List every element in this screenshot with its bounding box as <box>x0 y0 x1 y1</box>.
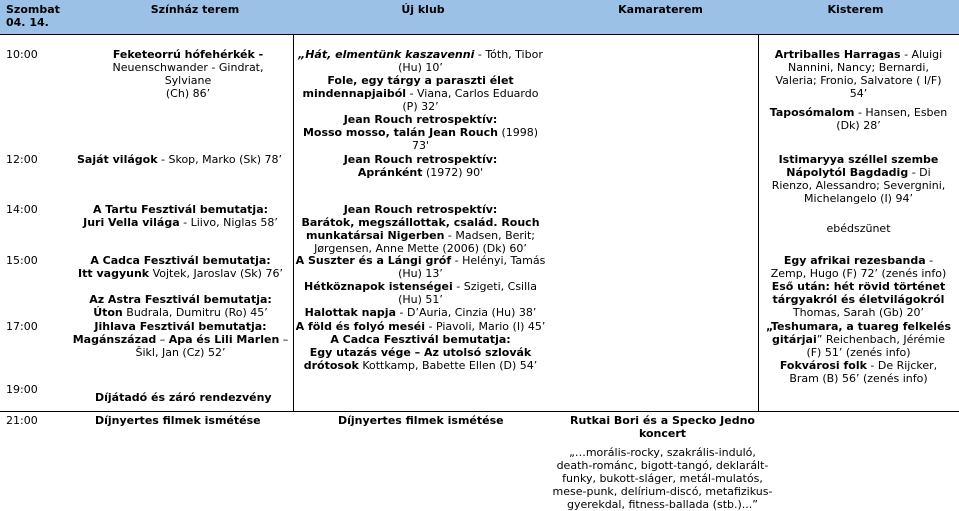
film-credit: Valeria; Fronio, Salvatore ( I/F) <box>775 74 942 87</box>
film-title: Istimaryya széllel szembe <box>778 153 939 166</box>
program-tartu <box>68 203 293 229</box>
film-credit: ” Reichenbach, Jérémie <box>816 333 945 346</box>
header-kisterem: Kisterem <box>827 3 884 16</box>
film-title: Egy utazás vége – Az utolsó szlovák <box>309 346 532 359</box>
film-credit: Neuenschwander - Gindrat, Sylviane <box>112 61 264 87</box>
film-title: drótosok <box>303 359 359 372</box>
concert-description: gyerekdal, fitness-ballada (stb.)...” <box>567 498 758 511</box>
film-title: Feketeorrú hófehérkék - <box>112 48 264 61</box>
program-uj-klub-10 <box>293 48 548 152</box>
film-title: Fokvárosi folk <box>779 359 867 372</box>
time-19: 19:00 <box>6 383 38 396</box>
film-credit: Zemp, Hugo (F) 72’ (zenés info) <box>770 267 947 280</box>
film-credit: - Aluigi <box>900 48 943 61</box>
film-credit: Šikl, Jan (Cz) 52’ <box>135 346 226 359</box>
film-title: Magánszázad <box>72 333 157 346</box>
film-title: Juri Vella világa <box>83 216 180 229</box>
film-credit: - Di <box>908 166 931 179</box>
film-title: tárgyakról és életvilágokról <box>772 293 945 306</box>
film-credit: - <box>925 254 934 267</box>
film-credit: Jørgensen, Anne Mette (2006) (Dk) 60’ <box>314 242 527 255</box>
time-14: 14:00 <box>6 203 38 216</box>
section-label: Jean Rouch retrospektív: <box>343 153 498 166</box>
film-credit: Thomas, Sarah (Gb) 20’ <box>792 306 925 319</box>
ebedszunet: ebédszünet <box>826 222 891 235</box>
film-title: Itt vagyunk <box>78 267 150 280</box>
section-label: Az Astra Fesztivál bemutatja: <box>89 293 272 306</box>
section-label: A Tartu Fesztivál bemutatja: <box>92 203 269 216</box>
film-credit: - Liivo, Niglas 58’ <box>179 216 278 229</box>
film-credit: Kottkamp, Babette Ellen (D) 54’ <box>358 359 538 372</box>
film-credit: 54’ <box>849 87 868 100</box>
header-uj-klub: Új klub <box>401 3 445 16</box>
header-kamaraterem: Kamaraterem <box>618 3 703 16</box>
section-label: Jean Rouch retrospektív: <box>343 203 498 216</box>
program-feketeorru <box>88 48 288 100</box>
grid-line <box>0 411 959 412</box>
film-credit: (Hu) 13’ <box>398 267 443 280</box>
time-12: 12:00 <box>6 153 38 166</box>
section-label: A Cadca Fesztivál bemutatja: <box>330 333 511 346</box>
section-label: Jean Rouch retrospektív: <box>343 113 498 126</box>
film-credit: (Dk) 28’ <box>836 119 881 132</box>
film-credit: - Hansen, Esben <box>854 106 948 119</box>
film-credit: Rienzo, Alessandro; Severgnini, <box>771 179 946 192</box>
film-title: Barátok, megszállottak, család. Rouch <box>301 216 540 229</box>
time-15: 15:00 <box>6 254 38 267</box>
program-sajat-vilagok <box>77 153 282 166</box>
film-credit: Budrala, Dumitru (Ro) 45’ <box>122 306 268 319</box>
film-credit: - Helényi, Tamás <box>451 254 546 267</box>
concert-description: mese-punk, delírium-discó, metafizikus- <box>552 485 773 498</box>
film-title: Saját világok <box>77 153 158 166</box>
film-credit: Michelangelo (I) 94’ <box>804 192 913 205</box>
film-title: Mosso mosso, talán Jean Rouch <box>302 126 498 139</box>
film-title: Hétköznapok istenségei <box>304 280 453 293</box>
program-jihlava: Jihlava Fesztivál bemutatja: Magánszázad – Apa és Lili Marlen – Šikl, Jan (Cz) 52’ <box>68 320 293 359</box>
film-credit: (P) 32’ <box>402 100 439 113</box>
program-rouch-baratok <box>293 203 548 255</box>
program-dijatado: Díjátadó és záró rendezvény <box>95 391 272 404</box>
film-title: Úton <box>93 306 123 319</box>
program-cadca-astra <box>68 254 293 319</box>
header-date: 04. 14. <box>6 16 49 29</box>
program-teshumara <box>758 320 959 385</box>
film-credit: Vojtek, Jaroslav (Sk) 76’ <box>149 267 283 280</box>
film-title: Taposómalom <box>769 106 855 119</box>
time-17: 17:00 <box>6 320 38 333</box>
concert-description: „…morális-rocky, szakrális-induló, <box>569 446 756 459</box>
film-credit: - Szigeti, Csilla <box>452 280 537 293</box>
film-credit: Bram (B) 56’ (zenés info) <box>789 372 928 385</box>
program-rutkai-bori <box>540 414 785 511</box>
film-title: Fole, egy tárgy a paraszti élet <box>327 74 514 87</box>
film-credit: - D’Auria, Cinzia (Hu) 38’ <box>396 306 537 319</box>
film-title: mindennapjaiból <box>302 87 407 100</box>
time-21: 21:00 <box>6 414 38 427</box>
film-title: Eső után: hét rövid történet <box>771 280 946 293</box>
program-apranként <box>293 153 548 179</box>
film-credit: - Skop, Marko (Sk) 78’ <box>157 153 283 166</box>
concert-description: death-románc, bigott-tangó, deklarált- <box>556 459 769 472</box>
film-title: koncert <box>638 427 687 440</box>
film-title: Artriballes Harragas <box>774 48 901 61</box>
film-title: munkatársai Nigerben <box>305 229 445 242</box>
film-credit: (Ch) 86’ <box>165 87 211 100</box>
program-dijnyertes-2: Díjnyertes filmek ismétése <box>338 414 504 427</box>
film-title: Nápolytól Bagdadig <box>786 166 909 179</box>
film-title: Apa és Lili Marlen <box>168 333 280 346</box>
time-10: 10:00 <box>6 48 38 61</box>
film-credit: - Tóth, Tibor <box>474 48 543 61</box>
film-credit: (1972) 90' <box>422 166 484 179</box>
film-credit: - Madsen, Berit; <box>444 229 535 242</box>
film-title: A Suszter és a Lángi gróf <box>295 254 452 267</box>
program-suszter <box>293 254 548 319</box>
program-afrikai-rezesbanda <box>758 254 959 319</box>
film-title: Halottak napja <box>304 306 397 319</box>
program-fold-es-folyo <box>293 320 548 372</box>
film-title: gitárjai <box>772 333 817 346</box>
film-title: A föld és folyó meséi <box>295 320 425 333</box>
film-credit: - Piavoli, Mario (I) 45’ <box>425 320 546 333</box>
film-credit: - De Rijcker, <box>866 359 938 372</box>
film-title: „Hát, elmentünk kaszavenni <box>298 48 475 61</box>
film-title: Apránként <box>357 166 423 179</box>
grid-line <box>0 34 959 35</box>
film-title: Rutkai Bori és a Specko Jedno <box>570 414 755 427</box>
concert-description: funky, bukott-sláger, metál-mulatós, <box>562 472 763 485</box>
section-label: Jihlava Fesztivál bemutatja: <box>94 320 267 333</box>
program-dijnyertes-1: Díjnyertes filmek ismétése <box>95 414 261 427</box>
film-credit: (1998) 73' <box>411 126 539 152</box>
program-istimaryya <box>758 153 959 205</box>
film-credit: Nannini, Nancy; Bernardi, <box>788 61 929 74</box>
header-szinhaz-terem: Színház terem <box>150 3 240 16</box>
film-credit: (F) 51’ (zenés info) <box>806 346 911 359</box>
film-title: „Teshumara, a tuareg felkelés <box>765 320 952 333</box>
film-credit: (Hu) 51’ <box>398 293 443 306</box>
film-credit: - Viana, Carlos Eduardo <box>406 87 539 100</box>
header-day: Szombat <box>6 3 60 16</box>
program-kisterem-10 <box>758 48 959 132</box>
film-credit: (Hu) 10’ <box>398 61 443 74</box>
section-label: A Cadca Fesztivál bemutatja: <box>90 254 271 267</box>
film-title: Egy afrikai rezesbanda <box>783 254 926 267</box>
